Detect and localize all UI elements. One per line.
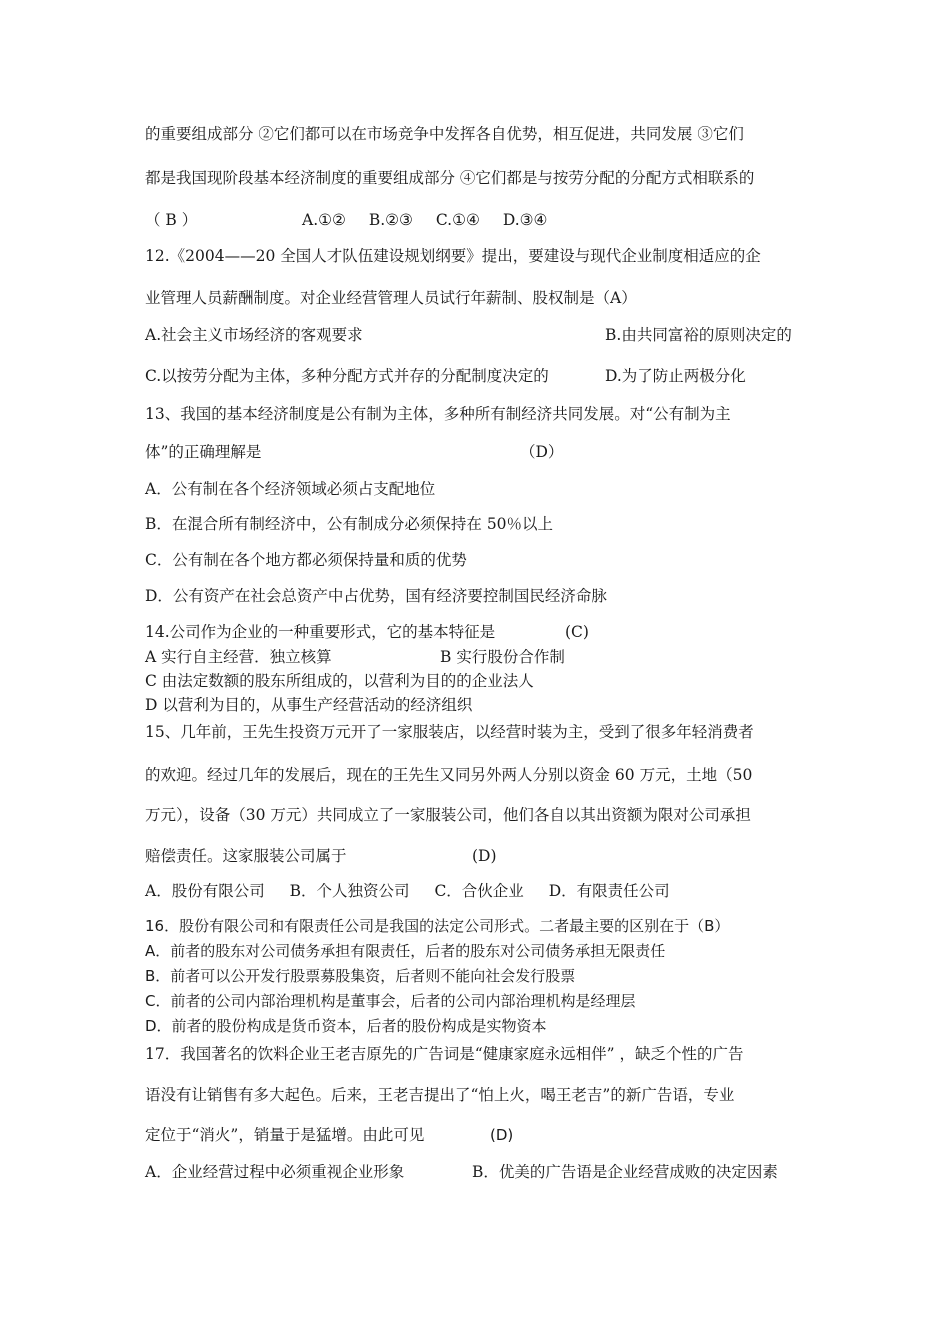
q17-option-a: A．企业经营过程中必须重视企业形象 <box>145 1163 405 1181</box>
q13-line-2: 体”的正确理解是 <box>145 443 262 461</box>
q14-option-a: A 实行自主经营．独立核算 <box>145 648 332 666</box>
q12-option-c: C.以按劳分配为主体，多种分配方式并存的分配制度决定的 <box>145 367 549 385</box>
q12-option-b: B.由共同富裕的原则决定的 <box>605 326 792 344</box>
q14-option-b: B 实行股份合作制 <box>440 648 565 666</box>
q16-option-b: B．前者可以公开发行股票募股集资，后者则不能向社会发行股票 <box>145 967 576 985</box>
q17-line-3: 定位于“消火”，销量于是猛增。由此可见 <box>145 1126 425 1144</box>
q17-line-2: 语没有让销售有多大起色。后来，王老吉提出了“怕上火，喝王老吉”的新广告语，专业 <box>145 1086 735 1104</box>
q14-option-c: C 由法定数额的股东所组成的，以营利为目的的企业法人 <box>145 672 534 690</box>
q13-option-b: B．在混合所有制经济中，公有制成分必须保持在 50％以上 <box>145 515 554 533</box>
q13-option-d: D．公有资产在社会总资产中占优势，国有经济要控制国民经济命脉 <box>145 587 607 605</box>
q17-option-b: B．优美的广告语是企业经营成败的决定因素 <box>472 1163 778 1181</box>
q12-line-1: 12.《2004——20 全国人才队伍建设规划纲要》提出，要建设与现代企业制度相适应的企 <box>145 247 761 265</box>
q15-answer: (D) <box>472 847 497 865</box>
q12-line-2: 业管理人员薪酬制度。对企业经营管理人员试行年薪制、股权制是（A） <box>145 289 637 307</box>
q16-option-c: C．前者的公司内部治理机构是董事会，后者的公司内部治理机构是经理层 <box>145 992 636 1010</box>
q15-line-1: 15、几年前，王先生投资万元开了一家服装店，以经营时装为主，受到了很多年轻消费者 <box>145 723 754 741</box>
q14-line-1: 14.公司作为企业的一种重要形式，它的基本特征是 <box>145 623 496 641</box>
q15-line-3: 万元），设备（30 万元）共同成立了一家服装公司，他们各自以其出资额为限对公司承担 <box>145 806 751 824</box>
q11-line-2: 都是我国现阶段基本经济制度的重要组成部分 ④它们都是与按劳分配的分配方式相联系的 <box>145 169 755 187</box>
q11-answer: （ B ） <box>145 211 198 229</box>
q17-answer: (D) <box>490 1126 514 1144</box>
q11-options: A.①② B.②③ C.①④ D.③④ <box>302 211 548 229</box>
q13-option-a: A．公有制在各个经济领域必须占支配地位 <box>145 480 436 498</box>
q13-line-1: 13、我国的基本经济制度是公有制为主体，多种所有制经济共同发展。对“公有制为主 <box>145 405 731 423</box>
q16-line-1: 16．股份有限公司和有限责任公司是我国的法定公司形式。二者最主要的区别在于（B） <box>145 917 730 935</box>
q11-line-1: 的重要组成部分 ②它们都可以在市场竞争中发挥各自优势，相互促进，共同发展 ③它们 <box>145 125 744 143</box>
q13-answer: （D） <box>520 443 564 461</box>
q14-answer: (C) <box>565 623 589 641</box>
q16-option-a: A．前者的股东对公司债务承担有限责任，后者的股东对公司债务承担无限责任 <box>145 942 666 960</box>
q16-option-d: D．前者的股份构成是货币资本，后者的股份构成是实物资本 <box>145 1017 547 1035</box>
q15-line-2: 的欢迎。经过几年的发展后，现在的王先生又同另外两人分别以资金 60 万元，土地（50 <box>145 766 753 784</box>
q14-option-d: D 以营利为目的，从事生产经营活动的经济组织 <box>145 696 473 714</box>
q12-option-a: A.社会主义市场经济的客观要求 <box>145 326 363 344</box>
q12-option-d: D.为了防止两极分化 <box>605 367 746 385</box>
q15-options: A．股份有限公司 B．个人独资公司 C．合伙企业 D．有限责任公司 <box>145 882 670 900</box>
q17-line-1: 17．我国著名的饮料企业王老吉原先的广告词是“健康家庭永远相伴” ，缺乏个性的广告 <box>145 1045 744 1063</box>
q15-line-4: 赔偿责任。这家服装公司属于 <box>145 847 347 865</box>
q13-option-c: C．公有制在各个地方都必须保持量和质的优势 <box>145 551 467 569</box>
